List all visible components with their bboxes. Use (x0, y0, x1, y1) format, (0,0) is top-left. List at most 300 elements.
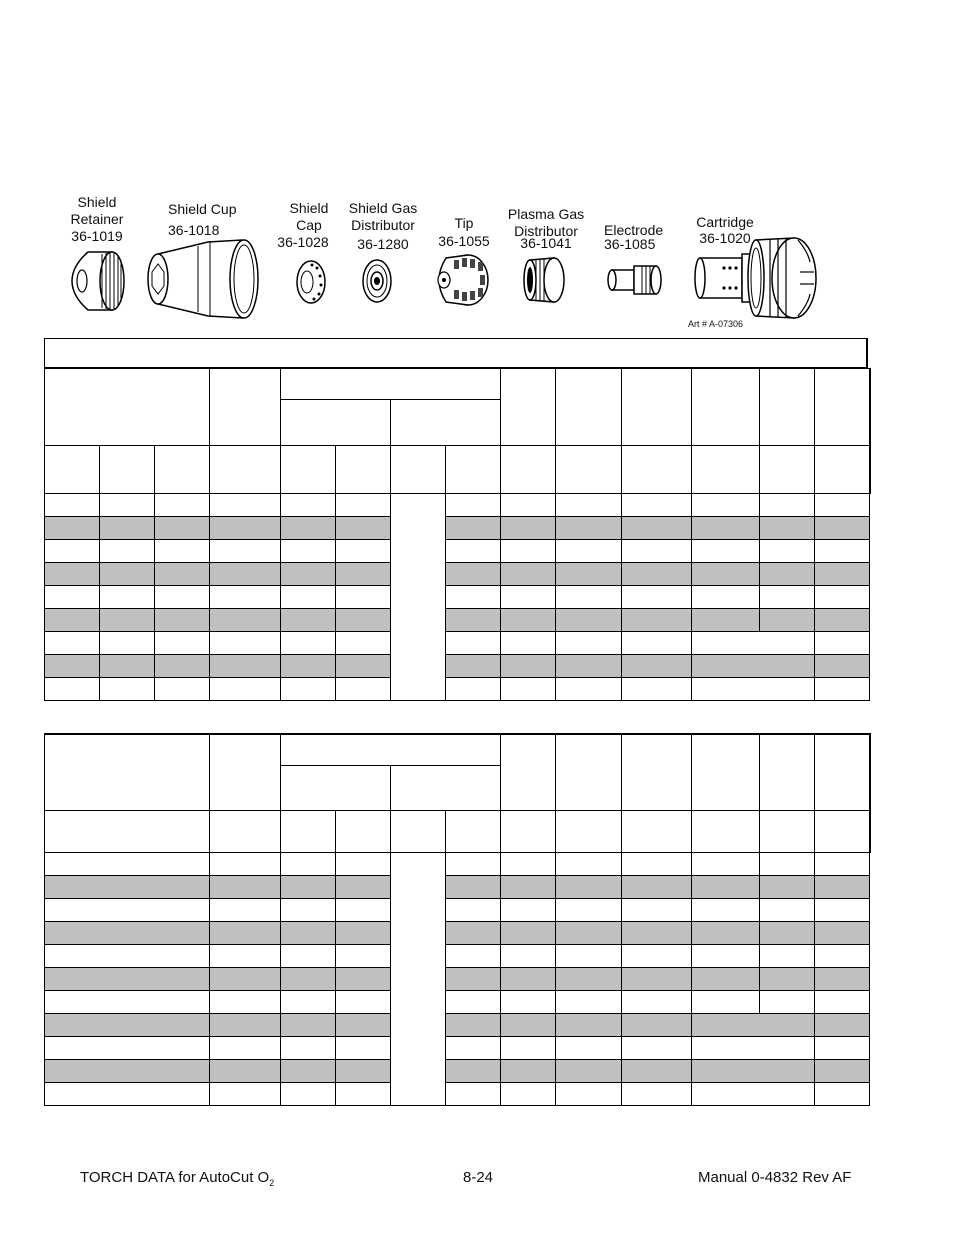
table-cell (446, 655, 501, 678)
table-cell (501, 632, 556, 655)
table-cell (281, 563, 336, 586)
table-cell (155, 586, 210, 609)
cartridge-icon (690, 232, 824, 326)
table-cell (556, 517, 622, 540)
header-cell (281, 400, 391, 446)
table-row (45, 678, 870, 701)
table-cell (281, 494, 336, 517)
footer-subscript: 2 (269, 1178, 275, 1188)
plasma-gas-distributor-icon (520, 254, 566, 306)
table-cell (210, 1059, 281, 1082)
table-cell (336, 609, 391, 632)
subheader-cell (336, 446, 391, 494)
table-cell (45, 990, 210, 1013)
table-cell (501, 1013, 556, 1036)
table-cell (622, 1059, 692, 1082)
table-cell (556, 609, 622, 632)
table-cell (336, 944, 391, 967)
table-cell (446, 898, 501, 921)
tip-label (436, 215, 492, 250)
table-cell (760, 563, 815, 586)
table-cell (281, 517, 336, 540)
part-name-line: Shield (77, 194, 117, 210)
subheader-cell (391, 446, 446, 494)
table-cell (622, 944, 692, 967)
table-cell (281, 1036, 336, 1059)
table-row (45, 1082, 870, 1105)
table-cell (692, 1082, 815, 1105)
table-cell (45, 655, 100, 678)
table-cell (692, 898, 760, 921)
table-cell (336, 1013, 391, 1036)
table-cell (446, 1059, 501, 1082)
table-cell (281, 875, 336, 898)
table-cell (556, 1013, 622, 1036)
table-cell (446, 632, 501, 655)
subheader-cell (391, 810, 446, 852)
table-cell (556, 1036, 622, 1059)
table-cell (281, 540, 336, 563)
table-cell (336, 1082, 391, 1105)
table-cell (692, 494, 760, 517)
table-cell (155, 609, 210, 632)
table-cell (446, 1013, 501, 1036)
table-cell (815, 609, 870, 632)
part-number: 36-1019 (71, 228, 123, 244)
table-row (45, 898, 870, 921)
table-cell (501, 990, 556, 1013)
table-cell (556, 678, 622, 701)
table-row (45, 494, 870, 517)
table-cell (45, 517, 100, 540)
table-cell (815, 1013, 870, 1036)
table-cell (815, 632, 870, 655)
table-cell (446, 1082, 501, 1105)
subheader-cell (760, 810, 815, 852)
header-cell (501, 369, 556, 446)
table-row (45, 967, 870, 990)
table-cell (760, 944, 815, 967)
table-cell (815, 1082, 870, 1105)
part-number: 36-1055 (438, 233, 490, 249)
table-cell (815, 540, 870, 563)
table-cell (45, 967, 210, 990)
table-cell (815, 990, 870, 1013)
table-cell (210, 540, 281, 563)
table-cell (692, 609, 760, 632)
part-number: 36-1280 (357, 236, 409, 252)
table-cell (760, 990, 815, 1013)
subheader-cell (501, 810, 556, 852)
subheader-cell (692, 810, 760, 852)
table-cell (501, 967, 556, 990)
table-cell (45, 563, 100, 586)
table-cell (815, 678, 870, 701)
table-cell (556, 632, 622, 655)
table-cell (556, 944, 622, 967)
table-cell (692, 1059, 815, 1082)
table-cell (622, 1082, 692, 1105)
subheader-cell (45, 446, 100, 494)
table-cell (210, 678, 281, 701)
table-cell (210, 852, 281, 875)
cut-chart-table-1 (44, 368, 871, 701)
subheader-cell (556, 446, 622, 494)
table-cell (336, 898, 391, 921)
table-cell (760, 586, 815, 609)
table-cell (692, 1036, 815, 1059)
table-title-row (44, 338, 868, 368)
subheader-cell (210, 446, 281, 494)
part-name-line: Plasma Gas (507, 206, 585, 222)
table-cell (692, 990, 760, 1013)
table-cell (815, 494, 870, 517)
header-cell (45, 369, 210, 446)
table-cell (281, 944, 336, 967)
table-cell (210, 1036, 281, 1059)
table-row (45, 517, 870, 540)
table-cell (336, 540, 391, 563)
table-cell (815, 875, 870, 898)
table-cell (336, 586, 391, 609)
table-cell (45, 875, 210, 898)
table-cell (446, 609, 501, 632)
table-cell (45, 1059, 210, 1082)
table-cell (281, 921, 336, 944)
table-cell (336, 494, 391, 517)
table-cell (210, 967, 281, 990)
header-cell (281, 369, 501, 400)
part-name-line: Tip (454, 215, 474, 231)
subheader-cell (622, 446, 692, 494)
table-cell (556, 1082, 622, 1105)
table-cell (622, 678, 692, 701)
shield-retainer-label (66, 194, 128, 245)
subheader-row (45, 446, 870, 494)
table-cell (210, 898, 281, 921)
part-name-line: Cap (296, 217, 322, 233)
table-cell (622, 990, 692, 1013)
table-cell (622, 898, 692, 921)
table-row (45, 990, 870, 1013)
table-cell (210, 632, 281, 655)
table-cell (336, 852, 391, 875)
table-cell (281, 1082, 336, 1105)
table-cell (281, 852, 336, 875)
subheader-cell (760, 446, 815, 494)
table-cell (281, 967, 336, 990)
subheader-cell (210, 810, 281, 852)
table-cell (692, 586, 760, 609)
table-cell (815, 563, 870, 586)
table-cell (622, 1036, 692, 1059)
table-cell (692, 1013, 815, 1036)
shield-retainer-icon (66, 248, 128, 314)
table-cell (501, 944, 556, 967)
table-row (45, 563, 870, 586)
table-cell (622, 967, 692, 990)
header-row (45, 734, 870, 765)
table-cell (446, 678, 501, 701)
table-cell (760, 921, 815, 944)
table-cell (815, 586, 870, 609)
header-cell (815, 734, 870, 810)
table-cell (815, 1036, 870, 1059)
table-cell (100, 494, 155, 517)
footer-title: TORCH DATA for AutoCut O (80, 1169, 270, 1186)
table-cell (501, 609, 556, 632)
table-cell (501, 921, 556, 944)
subheader-cell (281, 810, 336, 852)
table-cell (556, 586, 622, 609)
table-cell (692, 921, 760, 944)
part-name-line: Shield Cup (168, 201, 237, 217)
shield-cup-label (168, 201, 237, 239)
header-cell (815, 369, 870, 446)
table-cell (622, 540, 692, 563)
table-cell (501, 655, 556, 678)
table-cell (155, 563, 210, 586)
table-cell (815, 655, 870, 678)
subheader-cell (556, 810, 622, 852)
table-cell (815, 967, 870, 990)
table-cell (45, 632, 100, 655)
table-cell (155, 494, 210, 517)
table-cell (501, 898, 556, 921)
table-cell (281, 898, 336, 921)
header-cell (622, 734, 692, 810)
table-cell (622, 609, 692, 632)
table-cell (815, 1059, 870, 1082)
art-number: Art # A-07306 (688, 319, 744, 329)
table-cell (446, 586, 501, 609)
table-cell (336, 517, 391, 540)
table-cell (45, 586, 100, 609)
table-cell (446, 517, 501, 540)
part-number: 36-1041 (520, 235, 572, 251)
table-cell (501, 1082, 556, 1105)
table-cell (281, 1013, 336, 1036)
table-cell (622, 632, 692, 655)
header-cell (556, 734, 622, 810)
table-cell (155, 678, 210, 701)
table-row (45, 1059, 870, 1082)
table-cell (155, 540, 210, 563)
part-name-line: Retainer (70, 211, 124, 227)
table-cell (501, 586, 556, 609)
table-cell (446, 852, 501, 875)
table-cell (622, 921, 692, 944)
table-cell (100, 678, 155, 701)
table-cell (692, 967, 760, 990)
table-cell (692, 875, 760, 898)
table-cell (556, 563, 622, 586)
table-cell (760, 540, 815, 563)
table-cell (210, 655, 281, 678)
table-cell (100, 563, 155, 586)
table-cell (815, 852, 870, 875)
manual-number: Manual 0-4832 Rev AF (698, 1169, 852, 1186)
table-row (45, 540, 870, 563)
table-cell (100, 655, 155, 678)
header-cell (501, 734, 556, 810)
header-cell (391, 765, 501, 810)
table-cell (281, 632, 336, 655)
table-cell (446, 1036, 501, 1059)
table-cell (692, 632, 815, 655)
table-cell (45, 852, 210, 875)
subheader-cell (100, 446, 155, 494)
table-cell (692, 944, 760, 967)
table-cell (45, 944, 210, 967)
table-row (45, 655, 870, 678)
table-cell (336, 1059, 391, 1082)
table-cell (446, 921, 501, 944)
table-cell (622, 655, 692, 678)
table-cell (760, 852, 815, 875)
table-cell (100, 609, 155, 632)
table-cell (760, 609, 815, 632)
table-cell (692, 563, 760, 586)
table-cell (622, 1013, 692, 1036)
shield-cap-icon (293, 258, 329, 306)
subheader-cell (446, 446, 501, 494)
table-cell (281, 609, 336, 632)
table-cell (210, 586, 281, 609)
table-cell (446, 967, 501, 990)
table-cell (210, 563, 281, 586)
table-cell (45, 494, 100, 517)
subheader-cell (336, 810, 391, 852)
table-cell (446, 563, 501, 586)
table-cell (622, 563, 692, 586)
table-cell (210, 609, 281, 632)
table-cell (210, 1013, 281, 1036)
table-cell (556, 852, 622, 875)
table-cell (760, 967, 815, 990)
table-cell (556, 990, 622, 1013)
table-cell (210, 875, 281, 898)
table-cell (45, 609, 100, 632)
table-cell (45, 540, 100, 563)
table-cell (210, 990, 281, 1013)
header-cell (556, 369, 622, 446)
footer-left (80, 1169, 274, 1188)
subheader-cell (281, 446, 336, 494)
table-cell (210, 517, 281, 540)
subheader-cell (446, 810, 501, 852)
table-cell (501, 852, 556, 875)
table-cell (501, 678, 556, 701)
header-row (45, 369, 870, 400)
table-cell (692, 655, 815, 678)
part-name-line: Distributor (514, 223, 578, 239)
table-cell (815, 898, 870, 921)
table-cell (336, 1036, 391, 1059)
table-cell (692, 540, 760, 563)
table-cell (210, 1082, 281, 1105)
shield-cap-label (268, 200, 338, 251)
table-cell (100, 632, 155, 655)
shield-cup-icon (138, 236, 262, 322)
table-row (45, 632, 870, 655)
table-cell (336, 990, 391, 1013)
header-cell (210, 369, 281, 446)
part-number: 36-1028 (277, 234, 329, 250)
table-cell (281, 678, 336, 701)
table-cell (622, 852, 692, 875)
table-cell (336, 655, 391, 678)
table-cell (100, 540, 155, 563)
table-cell (100, 517, 155, 540)
subheader-cell (155, 446, 210, 494)
table-cell (556, 1059, 622, 1082)
part-name-line: Distributor (351, 217, 415, 233)
table-row (45, 875, 870, 898)
table-cell (815, 944, 870, 967)
page-number: 8-24 (463, 1169, 494, 1186)
table-cell (155, 517, 210, 540)
header-cell (391, 400, 501, 446)
table-cell (281, 655, 336, 678)
part-name-line: Shield (289, 200, 329, 216)
table-row (45, 1036, 870, 1059)
subheader-row (45, 810, 870, 852)
table-cell (336, 875, 391, 898)
table-cell (45, 1082, 210, 1105)
table-cell (501, 517, 556, 540)
shield-gas-distributor-icon (360, 257, 394, 305)
table-cell (501, 1036, 556, 1059)
table-cell (815, 921, 870, 944)
part-name-line: Cartridge (696, 214, 754, 230)
table-cell (155, 632, 210, 655)
electrode-label (604, 222, 663, 253)
table-cell (556, 921, 622, 944)
table-cell (622, 586, 692, 609)
table-cell (155, 655, 210, 678)
header-cell (692, 369, 760, 446)
table-cell (281, 586, 336, 609)
table-cell (45, 1013, 210, 1036)
subheader-cell (45, 810, 210, 852)
table-cell (446, 875, 501, 898)
table-row (45, 944, 870, 967)
table-cell (281, 1059, 336, 1082)
table-cell (45, 1036, 210, 1059)
header-cell (281, 734, 501, 765)
table-cell (692, 678, 815, 701)
table-row (45, 586, 870, 609)
table-cell (556, 655, 622, 678)
table-cell (760, 517, 815, 540)
table-cell (760, 875, 815, 898)
header-cell (45, 734, 210, 810)
table-cell (622, 494, 692, 517)
shield-gas-distributor-label (346, 200, 420, 253)
subheader-cell (622, 810, 692, 852)
table-cell (501, 1059, 556, 1082)
table-cell (446, 944, 501, 967)
merged-cell (391, 494, 446, 701)
table-cell (446, 494, 501, 517)
part-number: 36-1085 (604, 236, 656, 252)
table-cell (760, 494, 815, 517)
part-number: 36-1020 (699, 230, 751, 246)
part-number: 36-1018 (168, 222, 220, 238)
table-cell (336, 632, 391, 655)
table-cell (336, 967, 391, 990)
